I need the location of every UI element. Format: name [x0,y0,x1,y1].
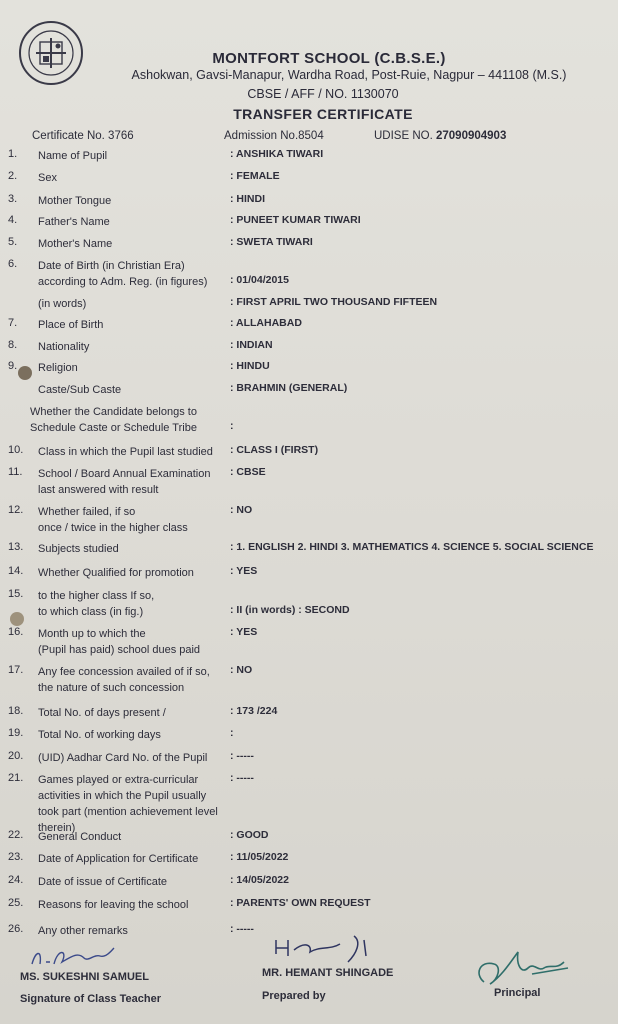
field-label [38,829,228,845]
field-label-line: General Conduct [38,831,122,843]
field-value: : ----- [230,923,254,935]
field-label [38,236,228,252]
school-address: Ashokwan, Gavsi-Manapur, Wardha Road, Post-Ruie, Nagpur – 441108 (M.S.) [131,68,567,82]
field-label [38,382,121,398]
field-label-line: Any other remarks [38,925,128,937]
field-number: 15. [8,588,24,600]
field-value: : ANSHIKA TIWARI [230,148,324,160]
field-label-line: took part (mention achievement level therein) [38,806,218,834]
preparer-name: MR. HEMANT SHINGADE [262,967,394,979]
field-label-line: Total No. of working days [38,729,161,741]
field-value: : NO [230,664,253,676]
field-number: 24. [8,874,24,886]
field-number: 5. [8,236,18,248]
udise-value: 27090904903 [436,130,507,142]
field-label-line: Place of Birth [38,319,104,331]
field-label [38,750,228,766]
field-number: 10. [8,444,24,456]
school-name: MONTFORT SCHOOL (C.B.S.E.) [212,50,446,67]
field-number: 22. [8,829,24,841]
field-label [38,258,228,290]
field-value: : PUNEET KUMAR TIWARI [230,214,361,226]
field-label [38,170,228,186]
field-value: : 14/05/2022 [230,874,289,886]
field-value: : 11/05/2022 [230,851,289,863]
field-label [38,466,228,498]
field-label [38,193,228,209]
field-label-line: activities in which the Pupil usually [38,790,207,802]
field-label [38,214,228,230]
field-label-line: according to Adm. Reg. (in figures) [38,276,208,288]
field-label-line: Total No. of days present / [38,707,166,719]
field-value: : II (in words) : SECOND [230,604,350,616]
field-number: 16. [8,626,24,638]
field-value: : CLASS I (FIRST) [230,444,319,456]
field-number: 9. [8,360,18,372]
field-label [38,772,228,836]
field-label-line: (UID) Aadhar Card No. of the Pupil [38,752,208,764]
class-teacher-role: Signature of Class Teacher [20,993,162,1005]
field-value: : YES [230,626,258,638]
field-label [38,874,228,890]
field-label [38,626,228,658]
field-label-line: Date of issue of Certificate [38,876,168,888]
field-label-line: Any fee concession availed of if so, [38,666,210,678]
field-value: : 1. ENGLISH 2. HINDI 3. MATHEMATICS 4. SCIENCE 5. SOCIAL SCIENCE [230,541,594,553]
punch-hole [18,366,32,380]
field-label-line: (in words) [38,298,87,310]
field-number: 26. [8,923,24,935]
field-label [38,897,228,913]
field-value: : [230,727,234,739]
field-value: : BRAHMIN (GENERAL) [230,382,348,394]
class-teacher-initials [28,942,118,972]
field-number: 11. [8,466,23,478]
field-label-line: Father's Name [38,216,110,228]
field-value: : HINDU [230,360,270,372]
field-label-line: School / Board Annual Examination [38,468,211,480]
field-number: 3. [8,193,18,205]
field-value: : NO [230,504,253,516]
field-label [38,339,228,355]
field-number: 23. [8,851,24,863]
field-value: : HINDI [230,193,265,205]
field-label-line: Schedule Caste or Schedule Tribe [30,422,197,434]
field-label-line: Name of Pupil [38,150,108,162]
field-label [38,565,228,581]
field-label [38,923,228,939]
field-value: : INDIAN [230,339,273,351]
field-number: 18. [8,705,24,717]
field-label-line: once / twice in the higher class [38,522,188,534]
field-number: 13. [8,541,24,553]
field-number: 7. [8,317,18,329]
field-number: 25. [8,897,24,909]
field-label [38,444,228,460]
field-label-line: Mother's Name [38,238,113,250]
field-label-line: Caste/Sub Caste [38,384,122,396]
field-number: 21. [8,772,24,784]
field-value: : FIRST APRIL TWO THOUSAND FIFTEEN [230,296,438,308]
document-title: TRANSFER CERTIFICATE [233,106,413,122]
field-label-line: to which class (in fig.) [38,606,144,618]
field-label [38,504,228,536]
field-value: : PARENTS' OWN REQUEST [230,897,371,909]
field-label-line: (Pupil has paid) school dues paid [38,644,201,656]
field-label-line: Games played or extra-curricular [38,774,199,786]
punch-hole [10,612,24,626]
field-label-line: Date of Application for Certificate [38,853,199,865]
field-number: 1. [8,148,18,160]
udise-number [374,130,506,142]
field-label-line: the nature of such concession [38,682,185,694]
class-teacher-name: MS. SUKESHNI SAMUEL [20,971,149,983]
field-label [38,541,228,557]
field-label [38,296,86,312]
field-value: : 01/04/2015 [230,274,289,286]
field-label-line: Date of Birth (in Christian Era) [38,260,185,272]
field-label-line: Mother Tongue [38,195,112,207]
udise-label: UDISE NO. [374,130,433,142]
field-value: : SWETA TIWARI [230,236,313,248]
field-label [38,727,228,743]
field-label-line: Nationality [38,341,90,353]
field-label-line: Month up to which the [38,628,146,640]
field-label [38,148,228,164]
field-value: : 173 /224 [230,705,278,717]
field-label-line: to the higher class If so, [38,590,155,602]
field-label [38,705,228,721]
field-number: 6. [8,258,18,270]
field-label-line: Whether Qualified for promotion [38,567,194,579]
field-number: 19. [8,727,24,739]
certificate-number: Certificate No. 3766 [32,130,134,142]
field-label-line: Reasons for leaving the school [38,899,189,911]
field-number: 20. [8,750,24,762]
admission-number: Admission No.8504 [224,130,324,142]
field-label-line: Subjects studied [38,543,119,555]
field-value: : YES [230,565,258,577]
principal-role: Principal [494,987,541,999]
preparer-signature [270,930,380,966]
field-number: 4. [8,214,18,226]
field-number: 8. [8,339,18,351]
affiliation-number: CBSE / AFF / NO. 1130070 [247,87,399,101]
field-label [38,360,228,376]
field-value: : [230,420,234,432]
field-label [38,317,228,333]
principal-signature [472,946,572,992]
field-value: : GOOD [230,829,269,841]
field-number: 14. [8,565,24,577]
field-value: : ALLAHABAD [230,317,302,329]
field-label-line: Class in which the Pupil last studied [38,446,213,458]
preparer-role: Prepared by [262,990,326,1002]
field-label [38,664,228,696]
field-number: 17. [8,664,24,676]
field-label-line: Sex [38,172,57,184]
field-value: : ----- [230,772,254,784]
field-number: 12. [8,504,24,516]
field-label [30,404,230,436]
field-value: : CBSE [230,466,266,478]
field-label [38,851,228,867]
field-label-line: Whether failed, if so [38,506,136,518]
field-value: : FEMALE [230,170,280,182]
field-label-line: Whether the Candidate belongs to [30,406,197,418]
field-number: 2. [8,170,18,182]
field-value: : ----- [230,750,254,762]
field-label-line: last answered with result [38,484,159,496]
field-label-line: Religion [38,362,78,374]
field-label [38,588,228,620]
